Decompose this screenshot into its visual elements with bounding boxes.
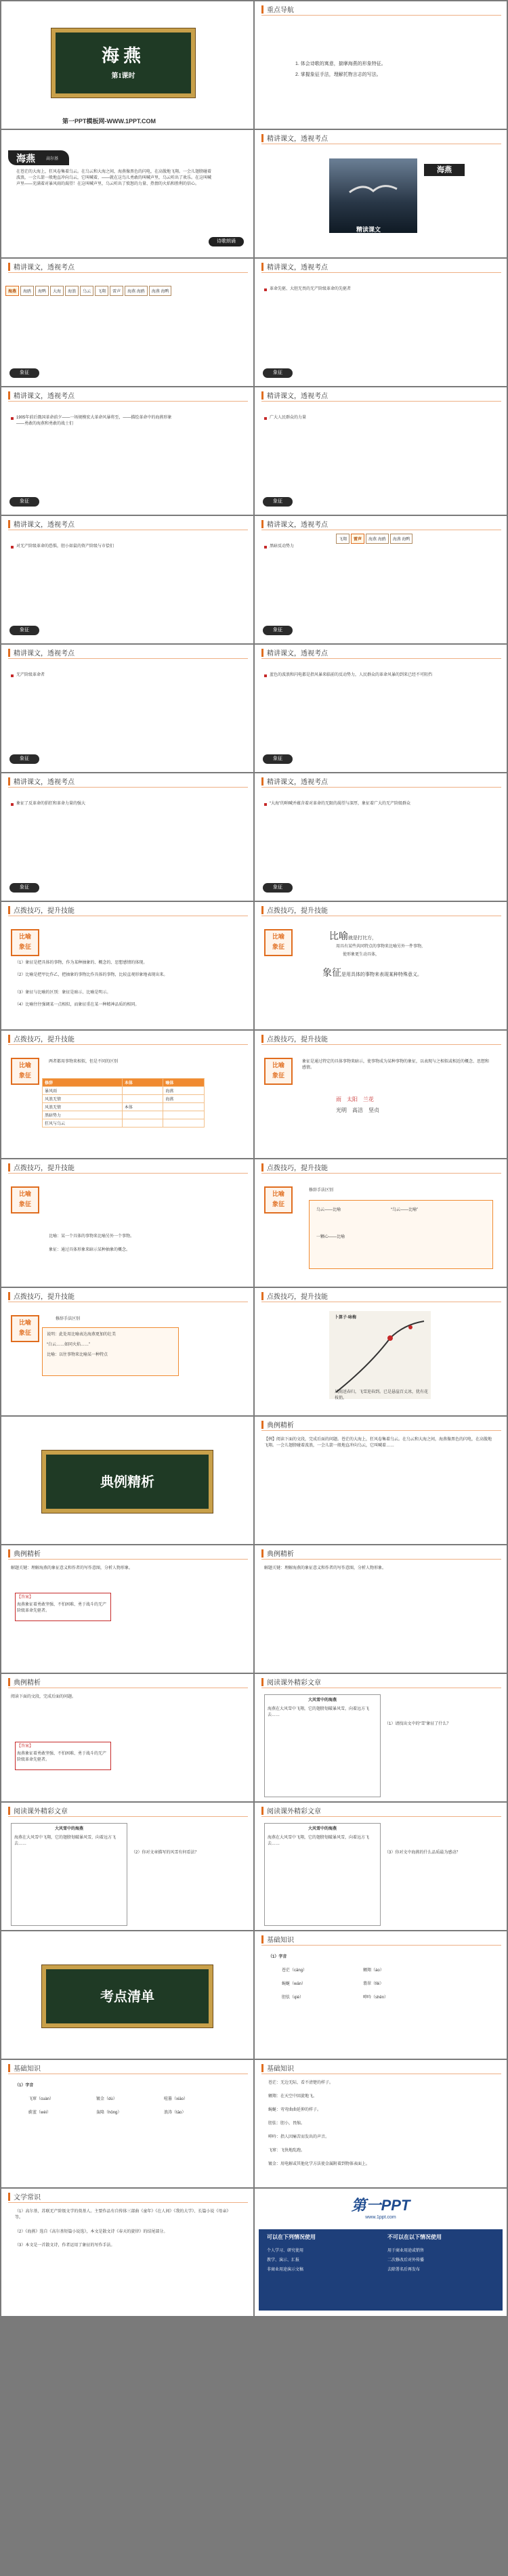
def-4: 胆怯：胆小，畏缩。 [268, 2122, 305, 2126]
section-title: 点拨技巧，提升技能 [267, 1165, 328, 1172]
tab-10[interactable]: 海燕 海鸭 [149, 286, 172, 296]
tab-6[interactable]: 乌云 [80, 286, 93, 296]
tab-7[interactable]: 飞翔 [95, 286, 108, 296]
ink-logo-author: 高尔基 [46, 157, 59, 161]
slide-title[interactable] [1, 1, 253, 129]
answer-text: 黑暗反动势力 [270, 544, 295, 549]
tab-d[interactable]: 海燕 海鸭 [390, 534, 413, 544]
chalkboard [51, 28, 195, 98]
slide-tabs-10[interactable] [255, 773, 507, 901]
seagull-icon [329, 158, 417, 233]
slide-tabs-3[interactable] [1, 387, 253, 515]
slide-technique-5[interactable] [1, 1159, 253, 1287]
diff-box: 说明：此处用比喻表达海燕更加的壮美 “白云……如同火焰……” 比喻：以往事物来比喻某一种特点 [42, 1327, 179, 1376]
technique-item-1: （1）象征是把具体的事物，作为某种抽象的、概念的、思想感情的体现。 [15, 961, 148, 965]
checklist-title: 考点清单 [100, 1990, 154, 2004]
section-title: 典例精析 [14, 1551, 41, 1558]
section-title: 精讲课文，透视考点 [14, 264, 75, 272]
section-title: 阅读课外精彩文章 [267, 1808, 321, 1816]
focus-point-1: 1. 体会诗歌的寓意，揣摩海燕的形象特征。 [295, 62, 386, 66]
tab-b[interactable]: 雷声 [351, 534, 364, 544]
label-badge: 比喻 象征 [264, 1058, 293, 1085]
lit-2: （2）《海燕》选自《高尔基短篇小说选》，本文是散文诗《春天的旋律》的结尾部分。 [15, 2230, 168, 2234]
tab-1[interactable]: 海燕 [5, 286, 19, 296]
symbol-button[interactable]: 象征 [263, 626, 293, 635]
slide-license[interactable] [255, 2189, 507, 2316]
slide-basics-1[interactable] [255, 1931, 507, 2059]
section-title: 基础知识 [267, 2065, 294, 2073]
slide-poem[interactable] [1, 130, 253, 257]
slide-technique-4[interactable] [255, 1031, 507, 1158]
chalkboard [42, 1965, 213, 2027]
seagull-photo [329, 158, 417, 233]
symbol-intro: 象征是通过特定的具体事物来暗示，使事物成为某种事物的象征，以表现与之相似或相近的概念、思想和感情。 [302, 1060, 490, 1070]
section-title: 点拨技巧，提升技能 [14, 907, 75, 915]
reading-box: 大风雪中的海燕 海燕在大风雪中飞翔，它的翅膀划破暴风雪，向着远方飞去…… [264, 1823, 381, 1926]
label-badge: 比喻 象征 [11, 1058, 39, 1085]
technique-item-4: （4）比喻往往强调某一点相似，而象征重在某一种精神品质的相同。 [15, 1003, 140, 1007]
symbol-button[interactable]: 象征 [9, 754, 39, 764]
slide-technique-3[interactable] [1, 1031, 253, 1158]
reading-question: （2）你对文章描写的风雪有何看法？ [131, 1851, 199, 1855]
symbol-button[interactable]: 象征 [263, 368, 293, 378]
slide-reading-3[interactable] [255, 1803, 507, 1930]
slide-tabs-4[interactable] [255, 387, 507, 515]
slide-focus[interactable] [255, 1, 507, 129]
section-title: 点拨技巧，提升技能 [267, 907, 328, 915]
slide-tabs-5[interactable] [1, 516, 253, 643]
word-tabs [336, 534, 414, 544]
basics-heading: （1）字音 [15, 2084, 34, 2088]
symbol-heading: 象征是用具体的事物来表现某种特殊意义。 [322, 967, 422, 978]
section-title: 精讲课文，透视考点 [267, 135, 328, 143]
section-title: 典例精析 [267, 1551, 294, 1558]
license-panel: 可以在下列情况使用 不可以在以下情况使用 个人学习、研究使用 教学、演示、汇报 非商业用途演示文稿 用于商业用途或销售 二次修改后对外传播 去除署名后再发布 [259, 2229, 503, 2311]
technique-item-3: （3）象征与比喻的区别：象征是暗示、比喻是明示。 [15, 991, 111, 995]
def-5: 呻吟：指人因痛苦而发出的声音。 [268, 2135, 330, 2139]
plum-painting [329, 1311, 431, 1399]
slide-tabs-7[interactable] [1, 645, 253, 772]
slide-photo[interactable] [255, 130, 507, 257]
reading-box: 大风雪中的海燕 海燕在大风雪中飞翔，它的翅膀划破暴风雪，向着远方飞去…… [264, 1694, 381, 1797]
basics-item: 镀金（dù） [96, 2097, 117, 2101]
example-text: 阅读下面的文段，完成后面的问题。 [11, 1695, 77, 1699]
section-title: 文学常识 [14, 2194, 41, 2202]
symbol-button[interactable]: 象征 [9, 368, 39, 378]
ink-logo [8, 150, 69, 165]
section-title: 阅读课外精彩文章 [14, 1808, 68, 1816]
basics-item: 苍茫（cāng） [282, 1969, 308, 1973]
slide-example-2[interactable] [1, 1545, 253, 1673]
label-badge: 比喻 象征 [11, 1186, 39, 1214]
basics-item: 呻吟（shēn） [363, 1996, 389, 2000]
section-title: 基础知识 [267, 1937, 294, 1944]
slide-technique-6[interactable] [255, 1159, 507, 1287]
basics-item: 飞窜（cuàn） [28, 2097, 54, 2101]
answer-text: 广大人民群众的力量 [270, 416, 307, 420]
basics-item: 蔚蓝（wèi） [28, 2111, 51, 2115]
basics-item: 喧嚣（xiāo） [164, 2097, 188, 2101]
reading-box: 大风雪中的海燕 海燕在大风雪中飞翔，它的翅膀划破暴风雪，向着远方飞去…… [11, 1823, 127, 1926]
basics-item: 蜿蜒（wān） [282, 1982, 306, 1986]
basics-item: 翡翠（fěi） [363, 1982, 384, 1986]
symbol-button[interactable]: 象征 [9, 626, 39, 635]
basics-item: 浪涛（tāo） [164, 2111, 186, 2115]
chalkboard [42, 1451, 213, 1513]
section-title: 点拨技巧，提升技能 [267, 1036, 328, 1044]
example-text: 【例】阅读下面的文段，完成后面的问题。苍茫的大海上，狂风卷集着乌云。在乌云和大海之间，海燕像黑色的闪电，在高傲地飞翔。一会儿翅膀碰着波浪，一会儿箭一般地直冲向乌云，它叫喊着…… [264, 1438, 492, 1448]
slide-tabs-1[interactable] [1, 259, 253, 386]
symbol-button[interactable]: 象征 [263, 883, 293, 893]
tab-a[interactable]: 飞翔 [336, 534, 350, 544]
slide-technique-8[interactable] [255, 1288, 507, 1415]
def-1: 苍茫：无边无际，看不清楚的样子。 [268, 2081, 334, 2085]
slide-tabs-6[interactable] [255, 516, 507, 643]
metaphor-heading: 比喻就是打比方， [329, 930, 377, 941]
poem-button[interactable]: 诗歌朗诵 [209, 237, 244, 246]
diff-head: 修辞手法区别 [56, 1317, 81, 1321]
ink-logo-text: 海燕 [16, 153, 35, 164]
def-7: 镀金：用电解或其他化学方法使金属附着到物体表面上。 [268, 2162, 371, 2166]
slide-literature[interactable] [1, 2189, 253, 2316]
ink-logo-small: 海燕 [424, 164, 465, 176]
license-logo: 第一PPT www.1ppt.com [351, 2197, 410, 2220]
section-title: 点拨技巧，提升技能 [14, 1036, 75, 1044]
compare-text: 两者都用事物来相似，但是不同的区别 [49, 1060, 119, 1064]
section-title: 阅读课外精彩文章 [267, 1679, 321, 1687]
compare-table: 修辞 本体 喻体 暴风雨 海燕 风浪无情 海燕 风浪无情 本体 黑暗势力 狂风与乌云 [42, 1078, 205, 1128]
slide-reading-1[interactable] [255, 1674, 507, 1801]
lit-3: （3）本文是一首散文诗，作者运用了象征的写作手法。 [15, 2244, 115, 2248]
diff-head: 修辞手法区别 [309, 1188, 334, 1193]
def-2: 翱翔：在天空中回旋地飞。 [268, 2095, 318, 2099]
examples-title: 典例精析 [100, 1475, 154, 1490]
tab-4[interactable]: 大海 [50, 286, 64, 296]
poem-text: 风雨送春归，飞雪迎春到。已是悬崖百丈冰，犹有花枝俏。 [335, 1390, 429, 1400]
section-title: 精讲课文，透视考点 [14, 393, 75, 400]
slide-subtitle: 第1课时 [111, 72, 135, 80]
reading-question: （1）请找出文中的“雪”象征了什么？ [385, 1722, 451, 1726]
slide-basics-3[interactable] [255, 2060, 507, 2187]
slide-example-4[interactable] [1, 1674, 253, 1801]
answer-text: 象征了反革命的猖狂和革命力量的强大 [16, 802, 86, 806]
plum-branch-icon [329, 1311, 431, 1399]
section-title: 基础知识 [14, 2065, 41, 2073]
section-title: 典例精析 [14, 1679, 41, 1687]
answer-text: 对无产阶级革命的恐惧，胆小如鼠的资产阶级与市侩们 [16, 544, 114, 549]
poem-title: 卜算子·咏梅 [335, 1316, 356, 1320]
section-title: 精讲课文，透视考点 [14, 779, 75, 786]
poem-paragraph: 在苍茫的大海上，狂风卷集着乌云。在乌云和大海之间，海燕像黑色的闪电，在高傲地飞翔。一会儿翅膀碰着波浪，一会儿箭一般地直冲向乌云，它叫喊着，——就在这鸟儿勇敢的叫喊声里，乌云听出了欢乐。在这叫喊声里——充满着对暴风雨的渴望！在这叫喊声里，乌云听出了愤怒的力量、热情的火焰和胜利的信心。 [16, 170, 212, 186]
tab-8[interactable]: 雷声 [110, 286, 123, 296]
section-title: 点拨技巧，提升技能 [14, 1293, 75, 1301]
word-tabs [5, 286, 173, 296]
slide-basics-2[interactable] [1, 2060, 253, 2187]
basics-item: 轰隆（hōng） [96, 2111, 122, 2115]
symbol-button[interactable]: 象征 [263, 497, 293, 507]
basics-item: 翱翔（áo） [363, 1969, 384, 1973]
slide-tabs-2[interactable] [255, 259, 507, 386]
label-badge: 比喻 象征 [11, 1315, 39, 1342]
slide-technique-2[interactable] [255, 902, 507, 1029]
basics-item: 胆怯（qiè） [282, 1996, 304, 2000]
reading-question: （3）你对文中海燕的什么品质最为感动？ [385, 1851, 461, 1855]
answer-box: 【答案】 海燕象征着勇敢坚强、不怕困难、勇于战斗的无产阶级革命先驱者。 [15, 1593, 111, 1621]
slide-examples-title[interactable] [1, 1417, 253, 1544]
technique-item-2: （2）比喻是把甲比作乙，把抽象的事物比作具体的事物，比较直观形象地表现出来。 [15, 973, 168, 977]
footer-text: 第一PPT模板网-WWW.1PPT.COM [62, 118, 156, 125]
diff-box: 乌云——比喻 “乌云——比喻” 一颗心——比喻 [309, 1200, 493, 1269]
answer-text: 革命先驱、大胆无畏的无产阶级革命的先驱者 [270, 287, 352, 291]
symbol-row-2: 光明 高洁 坚贞 [336, 1107, 379, 1113]
slide-example-1[interactable] [255, 1417, 507, 1544]
metaphor-line-2: 使形象更生动具体， [343, 953, 380, 957]
example-text: 解题关键：理解海燕的象征意义和作者的写作意图，分析人物形象。 [264, 1566, 387, 1570]
slide-tabs-8[interactable] [255, 645, 507, 772]
photo-caption: 精读课文 [356, 226, 381, 233]
example-text: 解题关键：理解海燕的象征意义和作者的写作意图，分析人物形象。 [11, 1566, 133, 1570]
label-badge: 比喻 象征 [264, 929, 293, 956]
symbol-button[interactable]: 象征 [9, 497, 39, 507]
slide-title-text: 海燕 [101, 46, 145, 66]
section-title: 典例精析 [267, 1422, 294, 1430]
def-3: 蜿蜒：弯弯曲曲延伸的样子。 [268, 2108, 322, 2112]
tab-c[interactable]: 海燕 海鸥 [366, 534, 389, 544]
symbol-row-1: 雨 太阳 兰花 [336, 1096, 374, 1102]
section-title: 精讲课文，透视考点 [267, 779, 328, 786]
tab-9[interactable]: 海燕 海鸥 [125, 286, 148, 296]
symbol-button[interactable]: 象征 [263, 754, 293, 764]
answer-text: 无产阶级革命者 [16, 673, 45, 677]
slide-technique-1[interactable] [1, 902, 253, 1029]
symbol-button[interactable]: 象征 [9, 883, 39, 893]
def-6: 飞窜：飞快地乱跑。 [268, 2149, 305, 2153]
section-title: 精讲课文，透视考点 [14, 521, 75, 529]
tab-5[interactable]: 海浪 [65, 286, 79, 296]
slide-example-3[interactable] [255, 1545, 507, 1673]
section-title: 精讲课文，透视考点 [267, 650, 328, 658]
label-badge: 比喻 象征 [264, 1186, 293, 1214]
slide-tabs-9[interactable] [1, 773, 253, 901]
metaphor-line-1: 用具有某些共同特点的事物来比喻另外一件事物， [336, 945, 426, 949]
answer-text: 1905年前后俄国革命前夕——一场规模宏大革命风暴将至，——描绘革命中的海燕形象——勇敢的海燕和勇敢的战士们 [16, 416, 172, 426]
section-title: 重点导航 [267, 7, 294, 14]
slide-checklist-title[interactable] [1, 1931, 253, 2059]
tab-3[interactable]: 海鸭 [35, 286, 49, 296]
symbol-def: 象征：通过具体形象来暗示某种抽象的概念。 [49, 1248, 131, 1252]
answer-text: 蓝色的波浪和闪电都是指风暴来临前的反动势力，人民群众的革命风暴的到来已经不可阻挡 [270, 673, 433, 677]
lit-1: （1）高尔基，苏联无产阶级文学的奠基人。主要作品有自传体三部曲《童年》《在人间》《我的大学》、长篇小说《母亲》等。 [15, 2210, 231, 2220]
section-title: 精讲课文，透视考点 [267, 393, 328, 400]
basics-heading: （1）字音 [268, 1955, 287, 1959]
section-title: 点拨技巧，提升技能 [267, 1293, 328, 1301]
section-title: 精讲课文，透视考点 [267, 521, 328, 529]
tab-2[interactable]: 海鸥 [20, 286, 34, 296]
answer-text: “大海”的呐喊并蕴含着对革命的无限的渴望与深厚，象征着广大的无产阶级群众 [270, 802, 410, 806]
section-title: 点拨技巧，提升技能 [14, 1165, 75, 1172]
section-title: 精讲课文，透视考点 [267, 264, 328, 272]
slide-reading-2[interactable] [1, 1803, 253, 1930]
slide-technique-7[interactable] [1, 1288, 253, 1415]
label-badge: 比喻 象征 [11, 929, 39, 956]
answer-box: 【答案】 海燕象征着勇敢坚强、不怕困难、勇于战斗的无产阶级革命先驱者。 [15, 1742, 111, 1770]
section-title: 精讲课文，透视考点 [14, 650, 75, 658]
focus-point-2: 2. 掌握象征手法，理解托物言志的写法。 [295, 72, 381, 77]
metaphor-def: 比喻：某一个具体的事物来比喻另外一个事物。 [49, 1235, 135, 1239]
